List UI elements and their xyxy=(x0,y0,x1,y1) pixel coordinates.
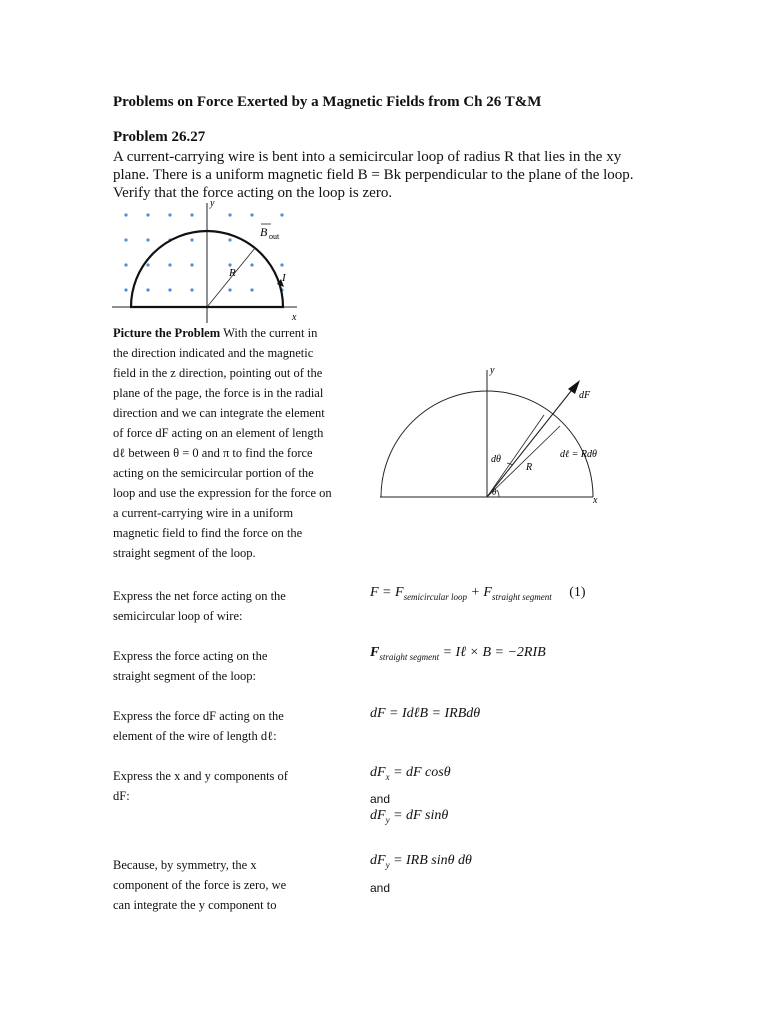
step-element-force: Express the force dF acting on the element of the wire of length dℓ: xyxy=(113,709,284,743)
current-label: I xyxy=(282,272,286,284)
x-axis-label: x xyxy=(292,312,297,323)
df-label: dF xyxy=(579,390,591,401)
equation-element-force: dF = IdℓB = IRBdθ xyxy=(370,706,481,721)
step-symmetry: Because, by symmetry, the x component of the force is zero, we can integrate the y component to xyxy=(113,858,287,912)
dl-label: dℓ = Rdθ xyxy=(560,449,597,460)
theta-label: θ xyxy=(492,487,497,497)
step-net-force: Express the net force acting on the semicircular loop of wire: xyxy=(113,589,286,623)
and-label: and xyxy=(370,881,391,895)
r-label: R xyxy=(526,462,533,473)
equation-straight-force: $F_{straight segment}$ = Iℓ × B = −2RIB xyxy=(370,645,546,662)
r-label: R xyxy=(229,267,236,279)
statement-line: Verify that the force acting on the loop is zero. xyxy=(113,185,393,201)
step-components: Express the x and y components of dF: xyxy=(113,769,288,803)
statement-line: A current-carrying wire is bent into a semicircular loop of radius R that lies in the xy xyxy=(113,149,622,165)
dtheta-label: dθ xyxy=(491,454,501,465)
equation-net-force: $F = F_{semicircular loop} + F_{straight segment}$ (1) xyxy=(370,585,586,602)
and-label: and xyxy=(370,792,391,806)
problem-label: Problem 26.27 xyxy=(113,129,206,145)
equation-dfy-integrand: $dF_y$ = IRB sinθ dθ xyxy=(370,853,472,870)
equation-dfx: $dF_x$ = dF cosθ xyxy=(370,765,451,782)
statement-line: plane. There is a uniform magnetic field B = Bk perpendicular to the plane of the loop. xyxy=(113,167,634,183)
force-element-figure xyxy=(375,362,605,507)
y-axis-label: y xyxy=(210,198,215,209)
page-title: Problems on Force Exerted by a Magnetic Fields from Ch 26 T&M xyxy=(113,94,542,110)
b-label: B xyxy=(260,225,268,239)
df-vector xyxy=(487,386,575,497)
y-axis-label: y xyxy=(490,365,495,376)
equation-number: (1) xyxy=(569,585,586,600)
picture-the-problem: Picture the Problem With the current in the direction indicated and the magnetic field in the z direction, pointing out of the plane of the page, the force is in the radial direction and we can integrate the element of force dF acting on an element of length dℓ between θ = 0 and π to find the force acting on the semicircular portion of the loop and use the expression for the force on a current-carrying wire in a uniform magnetic field to find the force on the straight segment of the loop. xyxy=(113,326,332,560)
equation-dfy: $dF_y$ = dF sinθ xyxy=(370,808,449,825)
problem-statement xyxy=(113,148,673,202)
semicircle-loop-figure xyxy=(112,195,302,325)
step-straight-force: Express the force acting on the straight segment of the loop: xyxy=(113,649,268,683)
picture-label: Picture the Problem xyxy=(113,326,221,340)
theta-arc xyxy=(497,490,499,497)
b-sub-label: out xyxy=(269,232,280,241)
x-axis-label: x xyxy=(593,495,598,506)
